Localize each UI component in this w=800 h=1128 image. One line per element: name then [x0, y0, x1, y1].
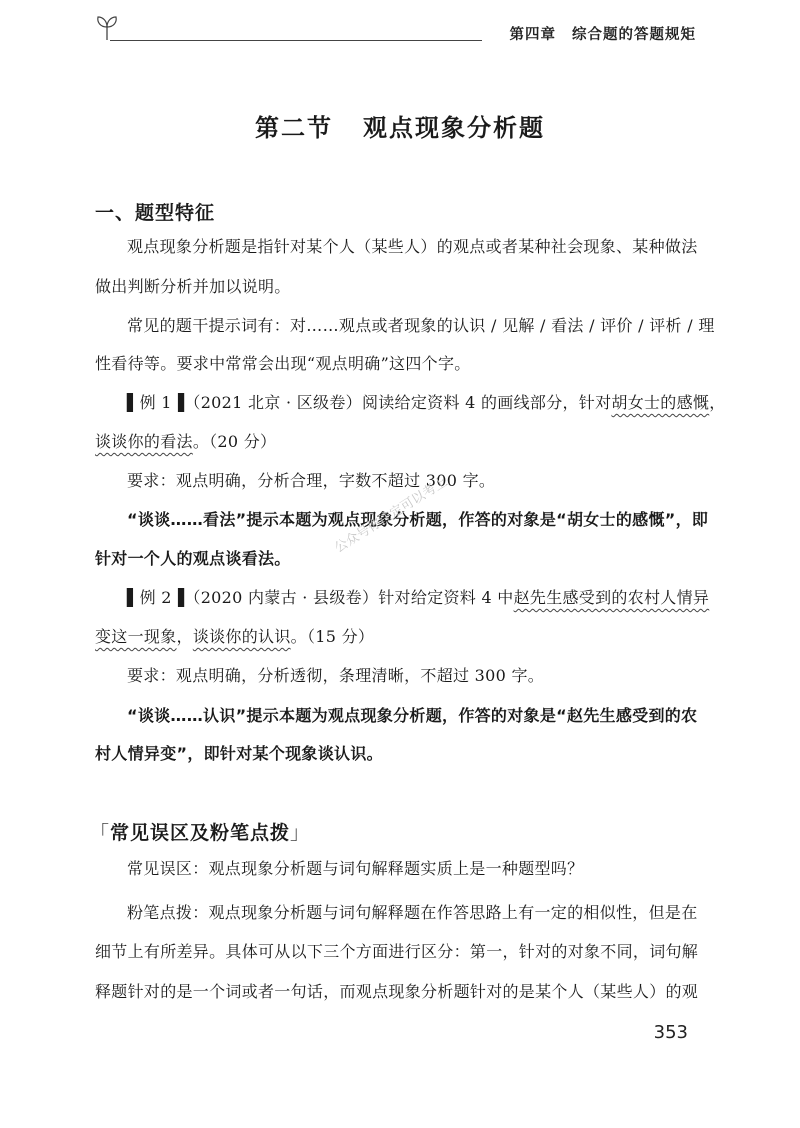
wavy-underline-text: 胡女士的感慨 — [611, 393, 710, 412]
bold-bar-icon: ▐ — [171, 393, 185, 412]
paragraph-line: 性看待等。要求中常常会出现“观点明确”这四个字。 — [95, 354, 471, 373]
example-1-line — [95, 392, 726, 414]
callout-answer-line: 细节上有所差异。具体可从以下三个方面进行区分：第一，针对的对象不同，词句解 — [95, 942, 699, 961]
example-label: 例 2 — [139, 588, 172, 607]
header-rule — [110, 40, 482, 41]
wavy-underline-text: 变这一现象 — [95, 627, 177, 646]
analysis-line: 针对一个人的观点谈看法。 — [95, 549, 291, 568]
sprout-icon — [96, 14, 118, 40]
chapter-heading — [510, 23, 697, 44]
callout-title: 常见误区及粉笔点拨 — [110, 822, 291, 844]
corner-bracket-open: 「 — [90, 822, 111, 844]
section-title — [0, 108, 800, 143]
example-source: （2021 北京 · 区级卷）阅读给定资料 4 的画线部分，针对 — [184, 393, 612, 412]
example-label: 例 1 — [139, 393, 172, 412]
analysis-line: “谈谈……认识”提示本题为观点现象分析题，作答的对象是“赵先生感受到的农 — [127, 706, 698, 725]
paragraph-line: 观点现象分析题是指针对某个人（某些人）的观点或者某种社会现象、某种做法 — [127, 237, 698, 256]
callout-answer-line: 粉笔点拨：观点现象分析题与词句解释题在作答思路上有一定的相似性，但是在 — [127, 903, 698, 922]
watermark: 公众号你注定可以考上 — [332, 474, 451, 557]
chapter-number: 第四章 — [509, 27, 556, 43]
example-1-line — [95, 431, 707, 453]
example-score: 。（20 分） — [192, 432, 277, 451]
wavy-underline-text: 谈谈你的看法 — [95, 432, 193, 451]
example-score: 。（15 分） — [290, 627, 375, 646]
callout-heading — [90, 818, 310, 845]
callout-answer-line: 释题针对的是一个词或者一句话，而观点现象分析题针对的是某个人（某些人）的观 — [95, 982, 699, 1001]
punctuation: ， — [709, 393, 726, 412]
paragraph-line: 常见的题干提示词有：对……观点或者现象的认识 / 见解 / 看法 / 评价 / 评析 / 理 — [127, 316, 715, 335]
analysis-line: “谈谈……看法”提示本题为观点现象分析题，作答的对象是“胡女士的感慨”，即 — [127, 510, 709, 529]
corner-bracket-close: 」 — [290, 822, 311, 844]
bold-bar-icon: ▌ — [127, 588, 140, 607]
example-2-line — [95, 587, 710, 609]
analysis-line: 村人情异变”，即针对某个现象谈认识。 — [95, 744, 383, 763]
requirement-line: 要求：观点明确，分析合理，字数不超过 300 字。 — [127, 471, 496, 490]
bold-bar-icon: ▐ — [171, 588, 185, 607]
callout-question: 常见误区：观点现象分析题与词句解释题实质上是一种题型吗？ — [127, 859, 584, 878]
wavy-underline-text: 谈谈你的认识 — [192, 627, 291, 646]
section-number: 第二节 — [255, 114, 333, 142]
example-source: （2020 内蒙古 · 县级卷）针对给定资料 4 中 — [184, 588, 514, 607]
wavy-underline-text: 赵先生感受到的农村人情异 — [513, 588, 710, 607]
paragraph-line: 做出判断分析并加以说明。 — [95, 277, 291, 296]
page-number: 353 — [653, 1022, 688, 1043]
example-2-line — [95, 626, 707, 648]
part-heading: 一、题型特征 — [95, 202, 216, 224]
requirement-line: 要求：观点明确，分析透彻，条理清晰，不超过 300 字。 — [127, 666, 545, 685]
bold-bar-icon: ▌ — [127, 393, 140, 412]
punctuation: ， — [176, 627, 193, 646]
section-name: 观点现象分析题 — [363, 114, 545, 142]
running-header — [96, 14, 696, 44]
chapter-title: 综合题的答题规矩 — [572, 27, 696, 43]
